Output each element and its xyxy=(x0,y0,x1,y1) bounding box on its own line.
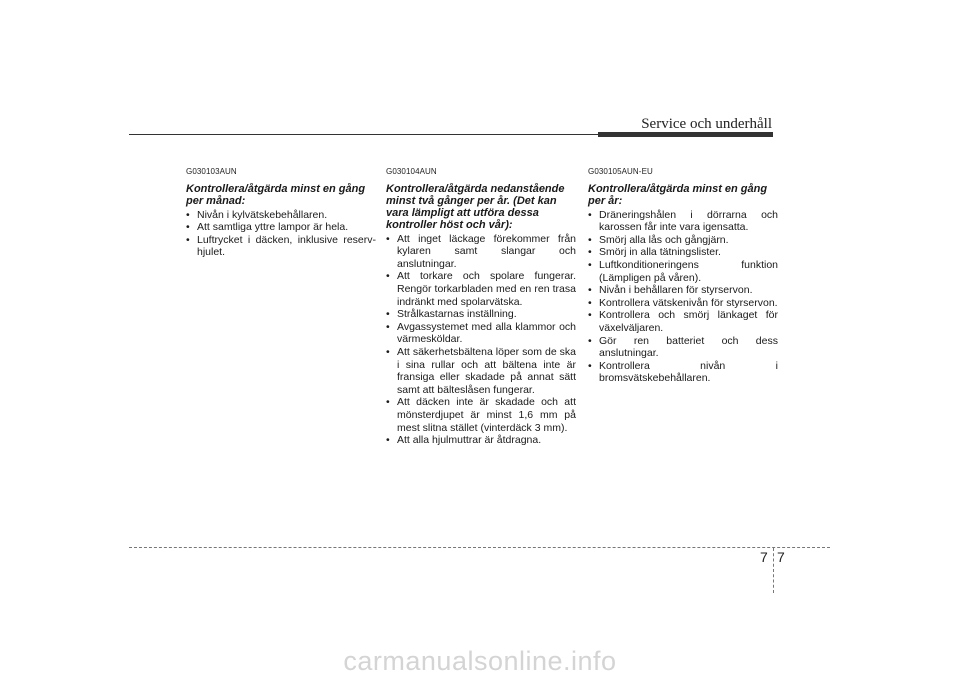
watermark: carmanualsonline.info xyxy=(343,646,617,676)
footer-divider xyxy=(773,548,774,593)
list-item: • Nivån i kylvätskebehållaren. xyxy=(186,209,376,222)
list-item: • Nivån i behållaren för styrservon. xyxy=(588,284,778,297)
section-heading: Kontrollera/åtgärda minst en gång per månad: xyxy=(186,182,366,207)
list-item: • Att säkerhetsbältena löper som de ska i sina rullar och att bältena inte är fransiga eller skadade på annat sätt samt att bälteslåsen fungerar. xyxy=(386,346,576,396)
list-item: • Att torkare och spolare fungerar. Rengör torkarbladen med en ren trasa indränkt med spolarvätska. xyxy=(386,270,576,308)
list-item: • Kontrollera och smörj länkaget för växelväljaren. xyxy=(588,309,778,334)
column-monthly xyxy=(186,166,376,259)
page-section-title: Service och underhåll xyxy=(641,116,772,132)
list-item: • Avgassystemet med alla klammor och värmesköldar. xyxy=(386,321,576,346)
column-twice-yearly xyxy=(386,166,576,447)
checklist xyxy=(588,209,778,385)
chapter-number: 7 xyxy=(760,549,768,565)
list-item: • Gör ren batteriet och dess anslutningar. xyxy=(588,335,778,360)
list-item: • Smörj alla lås och gångjärn. xyxy=(588,234,778,247)
list-item: • Strålkastarnas inställning. xyxy=(386,308,576,321)
list-item: • Att alla hjulmuttrar är åtdragna. xyxy=(386,434,576,447)
section-code: G030104AUN xyxy=(386,167,437,176)
section-code: G030105AUN-EU xyxy=(588,167,653,176)
list-item: • Smörj in alla tätningslister. xyxy=(588,246,778,259)
footer-rule xyxy=(129,547,830,548)
list-item: • Dräneringshålen i dörrarna och karossen får inte vara igensatta. xyxy=(588,209,778,234)
list-item: • Att samtliga yttre lampor är hela. xyxy=(186,221,376,234)
list-item: • Kontrollera vätskenivån för styrservon. xyxy=(588,297,778,310)
column-yearly xyxy=(588,166,778,385)
section-heading: Kontrollera/åtgärda minst en gång per år: xyxy=(588,182,768,207)
list-item: • Att däcken inte är skadade och att mönsterdjupet är minst 1,6 mm på mest slitna stället (vinterdäck 3 mm). xyxy=(386,396,576,434)
checklist xyxy=(386,233,576,447)
section-code: G030103AUN xyxy=(186,167,237,176)
section-heading: Kontrollera/åtgärda nedanstående minst två gånger per år. (Det kan vara lämpligt att utföra dessa kontroller höst och vår): xyxy=(386,182,565,231)
checklist xyxy=(186,209,376,259)
list-item: • Luftrycket i däcken, inklusive reserv-hjulet. xyxy=(186,234,376,259)
list-item: • Att inget läckage förekommer från kylaren samt slangar och anslutningar. xyxy=(386,233,576,271)
list-item: • Luftkonditioneringens funktion (Lämpligen på våren). xyxy=(588,259,778,284)
list-item: • Kontrollera nivån i bromsvätskebehållaren. xyxy=(588,360,778,385)
header-bar xyxy=(598,132,773,137)
page-number: 7 xyxy=(777,549,785,565)
